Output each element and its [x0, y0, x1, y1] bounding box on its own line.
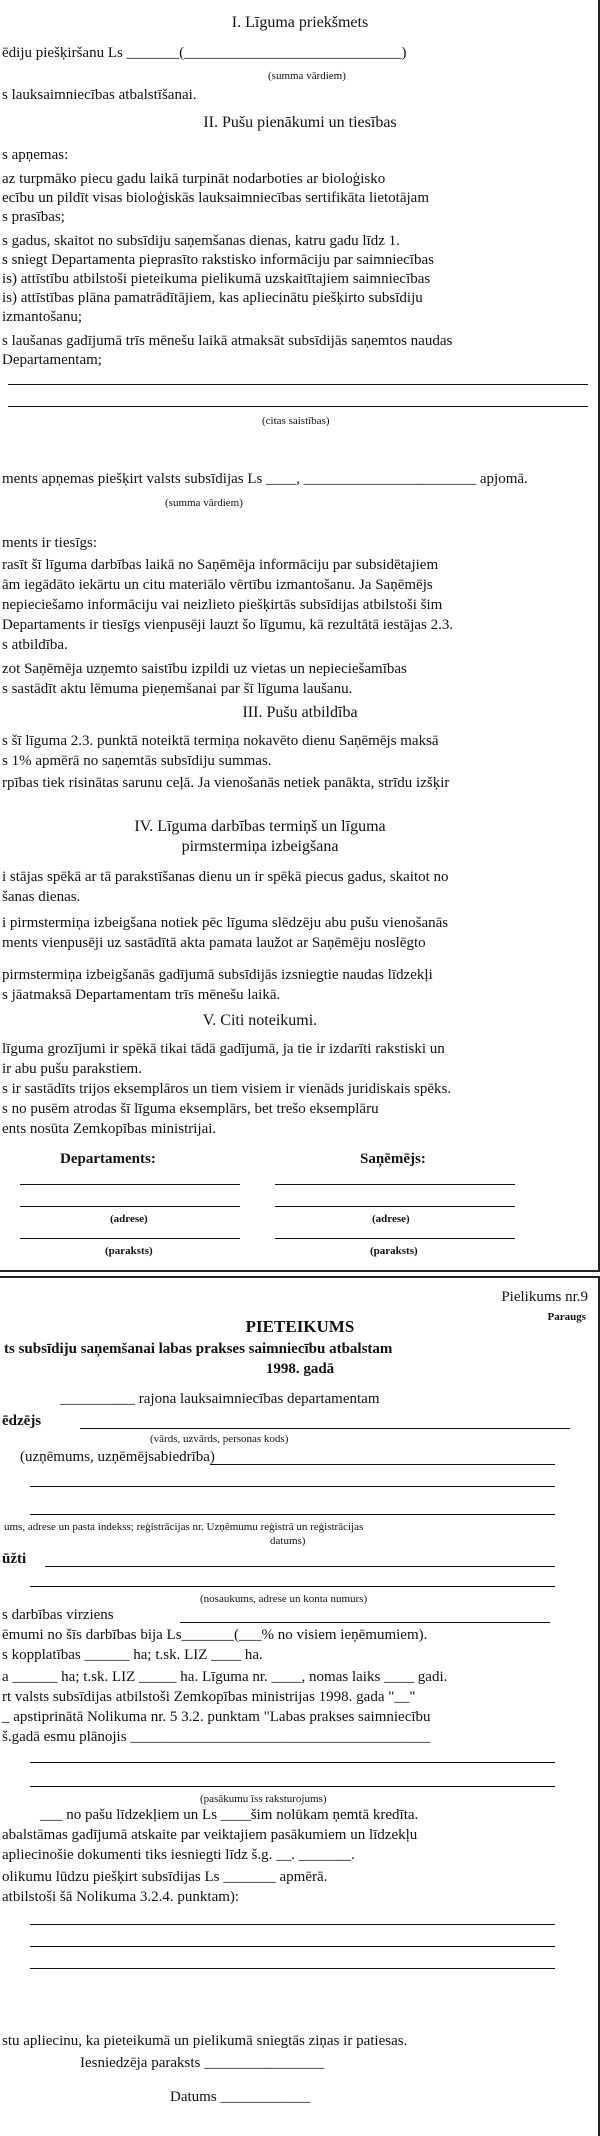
applicant-label: ēdzējs	[2, 1413, 42, 1429]
basis-fill-line-3	[30, 1968, 555, 1969]
sec5-line-4: ents nosūta Zemkopības ministrijai.	[2, 1121, 217, 1137]
company-caption: (uzņēmums, uzņēmējsabiedrība)	[20, 1449, 215, 1465]
sec2-line-2: ecību un pildīt visas bioloģiskās lauksaimniecības sertifikāta lietotājam	[2, 190, 429, 206]
company-line	[210, 1464, 555, 1465]
applicant-signature-line: Iesniedzēja paraksts ________________	[80, 2055, 325, 2071]
funds-line: ___ no pašu līdzekļiem un Ls ____šim nolūkam ņemtā kredīta.	[40, 1807, 419, 1823]
sec2-line-0: s apņemas:	[2, 147, 69, 163]
sec2-line-9: s laušanas gadījumā trīs mēnešu laikā atmaksāt subsīdijās saņemtos naudas	[2, 333, 453, 349]
sec5-line-3: s no pusēm atrodas šī līguma eksemplārs, bet trešo eksemplāru	[2, 1101, 379, 1117]
department-address-caption: (adrese)	[110, 1213, 148, 1225]
annex-number: Pielikums nr.9	[501, 1289, 588, 1305]
department-sign-line	[20, 1238, 240, 1239]
measures-caption: (pasākumu īss raksturojums)	[200, 1793, 327, 1805]
rights-line-3: nepieciešamo informāciju vai neizlieto piešķirtās subsīdijas atbilstoši šim	[2, 597, 443, 613]
rights-line-0: ments ir tiesīgs:	[2, 535, 97, 551]
department-sign-caption: (paraksts)	[105, 1245, 153, 1257]
subsidy-amount-line: ēdiju piešķiršanu Ls _______(_____________________________)	[2, 45, 407, 61]
address-caption: ums, adrese un pasta indekss; reģistrācijas nr. Uzņēmumu reģistrā un reģistrācijas	[4, 1521, 364, 1533]
amount-request-line: olikumu lūdzu piešķirt subsīdijas Ls _______ apmērā.	[2, 1869, 328, 1885]
department-address-line	[20, 1206, 240, 1207]
recipient-address-caption: (adrese)	[372, 1213, 410, 1225]
sec4-line-4: pirmstermiņa izbeigšanās gadījumā subsīdijās izsniegtie naudas līdzekļi	[2, 967, 433, 983]
request-line-2: _ apstiprinātā Nolikuma nr. 5 3.2. punktam "Labas prakses saimniecību	[2, 1709, 431, 1725]
amount-words-caption: (summa vārdiem)	[268, 70, 346, 82]
activity-label: s darbības virziens	[2, 1607, 114, 1623]
area-line: s kopplatības ______ ha; t.sk. LIZ ____ ha.	[2, 1647, 263, 1663]
sec3-line-2: rpības tiek risinātas sarunu ceļā. Ja vienošanās netiek panākta, strīdu izšķir	[2, 775, 450, 791]
sec2-line-8: izmantošanu;	[2, 309, 82, 325]
sec2-line-5: s sniegt Departamenta pieprasīto rakstisko informāciju par saimniecības	[2, 252, 434, 268]
department-line	[20, 1184, 240, 1185]
address-line	[30, 1514, 555, 1515]
application-subtitle-line1: ts subsīdiju saņemšanai labas prakses saimniecību atbalstam	[4, 1341, 393, 1357]
registration-date-caption: datums)	[270, 1535, 306, 1547]
rights-line-1: rasīt šī līguma darbības laikā no Saņēmēja informāciju par subsidētajiem	[2, 557, 439, 573]
company-line-2	[30, 1486, 555, 1487]
other-obligations-line	[8, 384, 588, 385]
sec2-line-10: Departamentam;	[2, 352, 102, 368]
rights-line-2: ām iegādāto iekārtu un citu materiālo vērtību izmantošanu. Ja Saņēmējs	[2, 577, 433, 593]
measures-line-2	[30, 1786, 555, 1787]
section-1-purpose: s lauksaimniecības atbalstīšanai.	[2, 87, 197, 103]
department-addressee: __________ rajona lauksaimniecības departamentam	[60, 1391, 380, 1407]
basis-fill-line-2	[30, 1946, 555, 1947]
section-4-subtitle: pirmstermiņa izbeigšana	[181, 838, 339, 855]
application-subtitle-line2: 1998. gadā	[265, 1361, 335, 1377]
name-caption: (vārds, uzvārds, personas kods)	[150, 1433, 289, 1445]
other-obligations-line	[8, 406, 588, 407]
measures-line	[30, 1762, 555, 1763]
bank-caption: (nosaukums, adrese un konta numurs)	[200, 1593, 368, 1605]
completion-line: abalstāmas gadījumā atskaite par veiktajiem pasākumiem un līdzekļu	[2, 1827, 418, 1843]
sec4-line-1: šanas dienas.	[2, 889, 81, 905]
activity-line	[180, 1622, 550, 1623]
rights-line-5: s atbildība.	[2, 637, 68, 653]
department-amount-caption: (summa vārdiem)	[165, 497, 243, 509]
recipient-line	[275, 1184, 515, 1185]
sample-label: Paraugs	[547, 1311, 586, 1323]
bank-line	[45, 1566, 555, 1567]
recipient-sign-caption: (paraksts)	[370, 1245, 418, 1257]
application-page	[0, 1276, 600, 2136]
documents-line: apliecinošie dokumenti tiks iesniegti līdz š.g. __. _______.	[2, 1847, 355, 1863]
recipient-address-line	[275, 1206, 515, 1207]
bank-label: ūžti	[2, 1551, 27, 1567]
sec2-line-3: s prasības;	[2, 209, 65, 225]
sec4-line-3: ments vienpusēji uz sastādītā akta pamata laužot ar Saņēmēju noslēgto	[2, 935, 426, 951]
recipient-sign-line	[275, 1238, 515, 1239]
section-4-title: IV. Līguma darbības termiņš un līguma	[134, 818, 386, 835]
basis-line: atbilstoši šā Nolikuma 3.2.4. punktam):	[2, 1889, 240, 1905]
sec4-line-0: i stājas spēkā ar tā parakstīšanas dienu un ir spēkā piecus gadus, skaitot no	[2, 869, 449, 885]
bank-line-2	[30, 1586, 555, 1587]
section-1-title: I. Līguma priekšmets	[231, 14, 369, 31]
sec4-line-2: i pirmstermiņa izbeigšana notiek pēc līguma slēdzēju abu pušu vienošanās	[2, 915, 449, 931]
application-title: PIETEIKUMS	[245, 1317, 355, 1336]
other-obligations-caption: (citas saistības)	[262, 415, 330, 427]
request-line-3: š.gadā esmu plānojis ________________________________________	[2, 1729, 431, 1745]
sec2-line-4: s gadus, skaitot no subsīdiju saņemšanas dienas, katru gadu līdz 1.	[2, 233, 400, 249]
sec5-line-2: s ir sastādīts trijos eksemplāros un tiem visiem ir vienāds juridiskais spēks.	[2, 1081, 452, 1097]
sec3-line-1: s 1% apmērā no saņemtās subsīdiju summas.	[2, 753, 272, 769]
sec2-line-6: is) attīstību atbilstoši pieteikuma pielikumā uzskaitītajiem saimniecības	[2, 271, 431, 287]
section-2-title: II. Pušu pienākumi un tiesības	[203, 114, 397, 131]
area-lease-line: a ______ ha; t.sk. LIZ _____ ha. Līguma nr. ____, nomas laiks ____ gadi.	[2, 1669, 448, 1685]
certification-line: stu apliecinu, ka pieteikumā un pielikumā sniegtās ziņas ir patiesas.	[2, 2033, 408, 2049]
sec3-line-0: s šī līguma 2.3. punktā noteiktā termiņa nokavēto dienu Saņēmējs maksā	[2, 733, 439, 749]
section-5-title: V. Citi noteikumi.	[202, 1012, 318, 1029]
date-line: Datums ____________	[170, 2089, 311, 2105]
income-line: ēmumi no šīs darbības bija Ls_______(___% no visiem ieņēmumiem).	[2, 1627, 428, 1643]
sec5-line-0: līguma grozījumi ir spēkā tikai tādā gadījumā, ja tie ir izdarīti rakstiski un	[2, 1041, 445, 1057]
applicant-name-line	[80, 1428, 570, 1429]
recipient-signature-label: Saņēmējs:	[360, 1151, 426, 1167]
sec4-line-5: s jāatmaksā Departamentam trīs mēnešu laikā.	[2, 987, 281, 1003]
department-commitment: ments apņemas piešķirt valsts subsīdijas Ls ____, _______________________ apjomā.	[2, 471, 528, 487]
sec5-line-1: ir abu pušu parakstiem.	[2, 1061, 142, 1077]
rights-line-7: s sastādīt aktu lēmuma pieņemšanai par šī līguma laušanu.	[2, 681, 353, 697]
sec2-line-1: az turpmāko piecu gadu laikā turpināt nodarboties ar bioloģisko	[2, 171, 386, 187]
sec2-line-7: is) attīstības plāna pamatrādītājiem, kas apliecinātu piešķirto subsīdiju	[2, 290, 423, 306]
rights-line-6: zot Saņēmēja uzņemto saistību izpildi uz vietas un nepieciešamības	[2, 661, 407, 677]
request-line-1: rt valsts subsīdijas atbilstoši Zemkopības ministrijas 1998. gada "__"	[2, 1689, 416, 1705]
rights-line-4: Departaments ir tiesīgs vienpusēji lauzt šo līgumu, kā rezultātā iestājas 2.3.	[2, 617, 454, 633]
basis-fill-line	[30, 1924, 555, 1925]
department-signature-label: Departaments:	[60, 1151, 156, 1167]
section-3-title: III. Pušu atbildība	[242, 704, 358, 721]
